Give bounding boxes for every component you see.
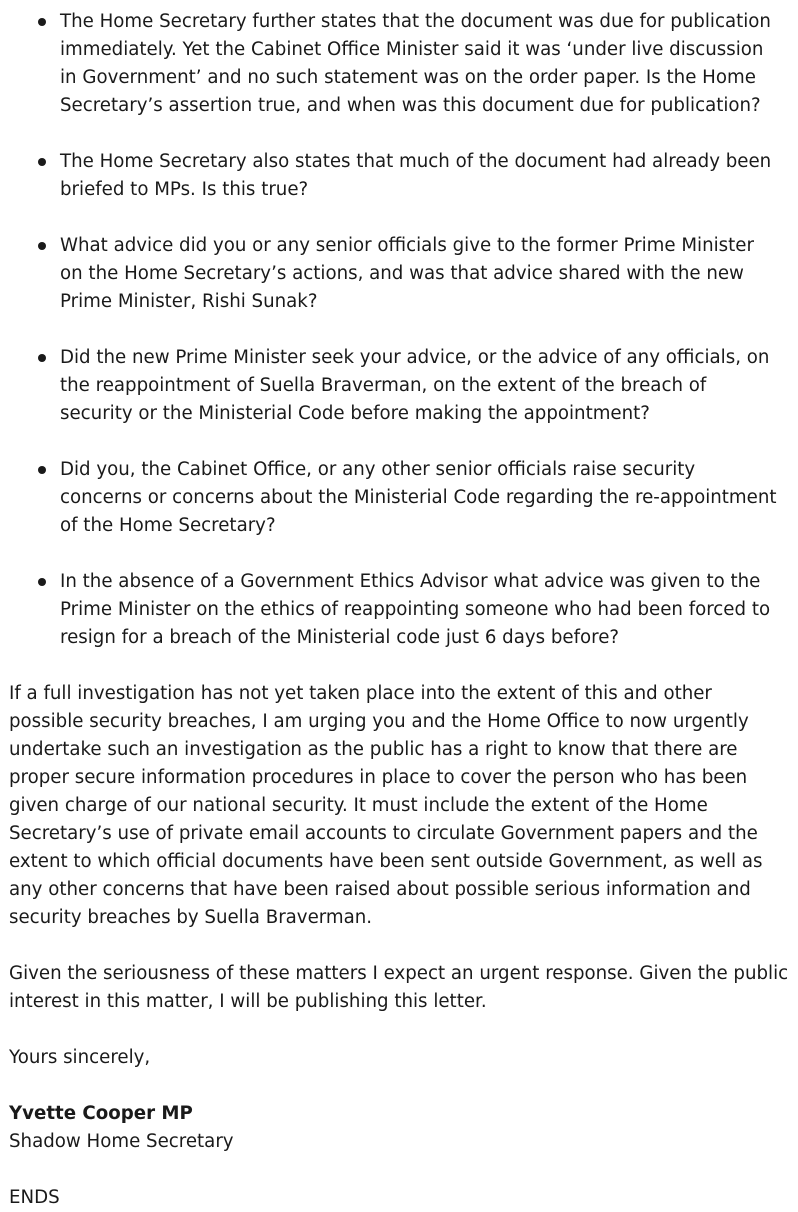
bullet-icon [38, 578, 46, 586]
signatory-name: Yvette Cooper MP [9, 1103, 193, 1124]
list-item [9, 148, 780, 204]
bullet-icon [38, 158, 46, 166]
bullet-icon [38, 242, 46, 250]
question-text: In the absence of a Government Ethics Advisor what advice was given to the Prime Minister on the ethics of reappointing someone who had been forced to resign for a breach of the Ministerial code just 6 days before? [60, 571, 771, 648]
investigation-paragraph: If a full investigation has not yet taken place into the extent of this and other possible security breaches, I am urging you and the Home Office to now urgently undertake such an investigation as the public has a right to know that there are proper secure information procedures in place to cover the person who has been given charge of our national security. It must include the extent of the Home Secretary’s use of private email accounts to circulate Government papers and the extent to which official documents have been sent outside Government, as well as any other concerns that have been raised about possible serious information and security breaches by Suella Braverman. [9, 683, 763, 928]
letter-body [9, 8, 791, 1212]
question-list [9, 8, 791, 652]
question-text: What advice did you or any senior officials give to the former Prime Minister on the Home Secretary’s actions, and was that advice shared with the new Prime Minister, Rishi Sunak? [60, 235, 754, 312]
question-text: The Home Secretary further states that the document was due for publication immediately. Yet the Cabinet Office Minister said it was ‘under live discussion in Government’ and no such statement was on the order paper. Is the Home Secretary’s assertion true, and when was this document due for publication? [60, 11, 771, 116]
question-text: Did you, the Cabinet Office, or any other senior officials raise security concerns or concerns about the Ministerial Code regarding the re-appointment of the Home Secretary? [60, 459, 777, 536]
list-item [9, 568, 780, 652]
ends-marker: ENDS [9, 1187, 60, 1208]
signatory-title: Shadow Home Secretary [9, 1131, 234, 1152]
question-text: The Home Secretary also states that much of the document had already been briefed to MPs. Is this true? [60, 151, 772, 200]
response-paragraph: Given the seriousness of these matters I expect an urgent response. Given the public interest in this matter, I will be publishing this letter. [9, 963, 789, 1012]
list-item [9, 456, 780, 540]
bullet-icon [38, 354, 46, 362]
question-text: Did the new Prime Minister seek your advice, or the advice of any officials, on the reappointment of Suella Braverman, on the extent of the breach of security or the Ministerial Code before making the appointment? [60, 347, 770, 424]
list-item [9, 232, 780, 316]
list-item [9, 344, 780, 428]
closing-salutation: Yours sincerely, [9, 1047, 151, 1068]
bullet-icon [38, 18, 46, 26]
bullet-icon [38, 466, 46, 474]
list-item [9, 8, 780, 120]
